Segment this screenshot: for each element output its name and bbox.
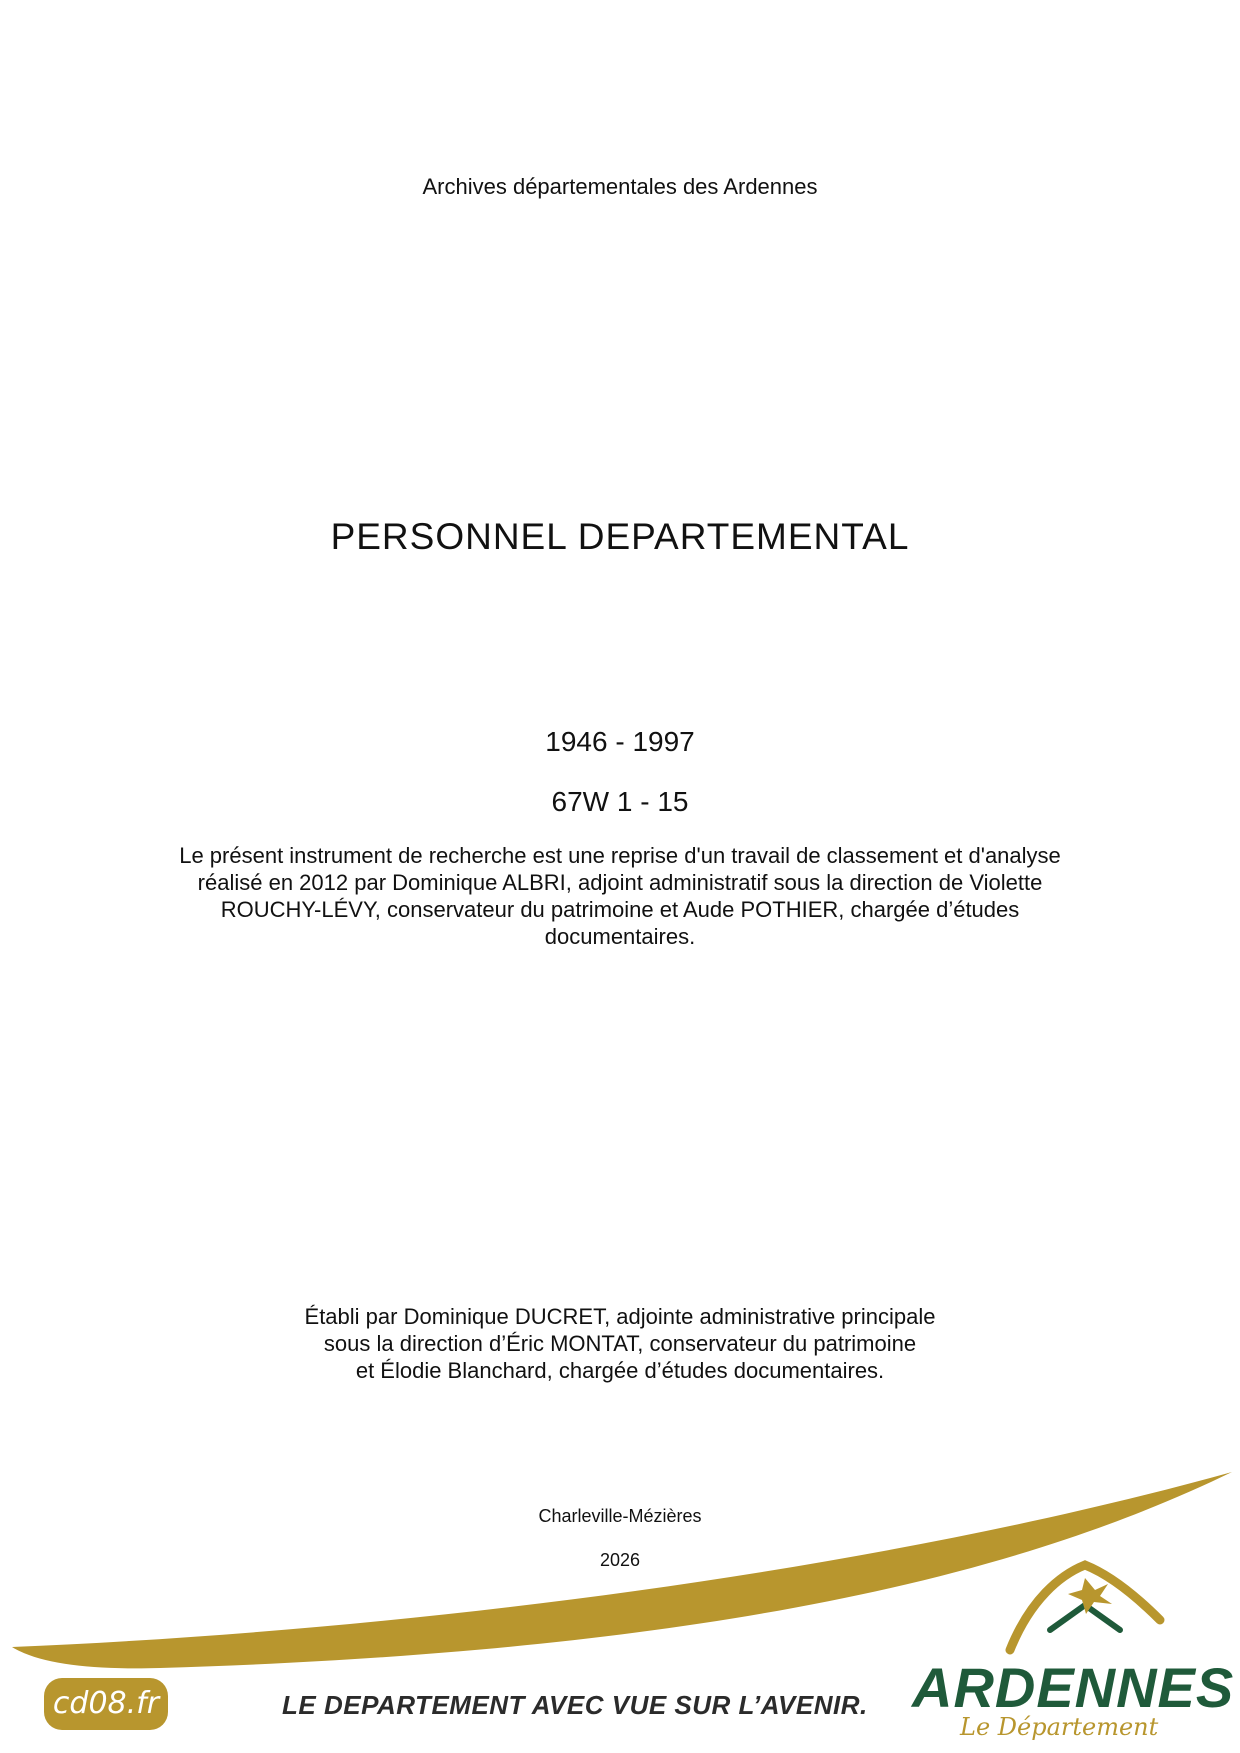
ardennes-brand-subtitle: Le Département	[960, 1713, 1159, 1741]
intro-paragraph: Le présent instrument de recherche est une reprise d'un travail de classement et d'analyse réalisé en 2012 par Dominique ALBRI, adjoint administratif sous la direction de Violette ROUCHY-LÉVY, conservateur du patrimoine et Aude POTHIER, chargée d’études documentaires.	[179, 843, 1061, 949]
place-name: Charleville-Mézières	[538, 1506, 702, 1526]
date-range: 1946 - 1997	[545, 726, 695, 757]
credits-line: et Élodie Blanchard, chargée d’études documentaires.	[355, 1358, 885, 1383]
ardennes-brand-name: ARDENNES	[912, 1656, 1235, 1719]
institution-name: Archives départementales des Ardennes	[422, 174, 818, 199]
footer-slogan: LE DEPARTEMENT AVEC VUE SUR L’AVENIR.	[282, 1690, 868, 1720]
cd08-logo: cd08.fr	[44, 1678, 168, 1730]
ardennes-emblem-icon	[990, 1560, 1180, 1660]
credits-block	[0, 1303, 1240, 1384]
document-title: PERSONNEL DEPARTEMENTAL	[330, 516, 910, 557]
credits-line: sous la direction d’Éric MONTAT, conservateur du patrimoine	[323, 1331, 917, 1356]
archive-reference: 67W 1 - 15	[551, 786, 689, 817]
publication-year: 2026	[599, 1550, 641, 1570]
credits-line: Établi par Dominique DUCRET, adjointe administrative principale	[304, 1304, 936, 1329]
